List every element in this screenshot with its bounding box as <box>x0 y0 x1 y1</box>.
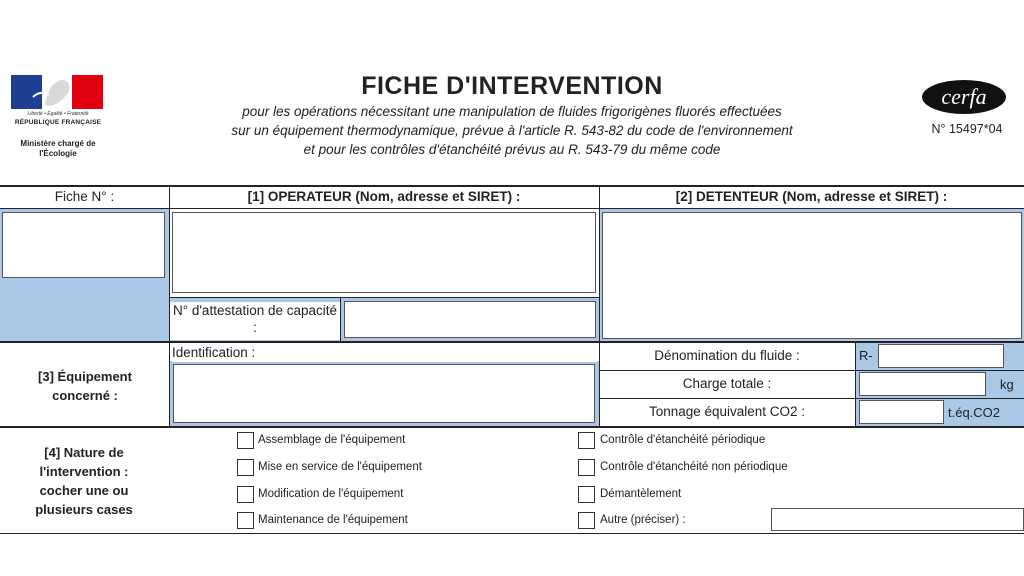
fluid-row-line <box>599 398 1024 399</box>
page-title: FICHE D'INTERVENTION <box>361 72 663 100</box>
co2-tonnage-label: Tonnage équivalent CO2 : <box>648 404 806 419</box>
total-charge-input[interactable] <box>859 372 986 396</box>
co2-tonnage-input[interactable] <box>859 400 944 424</box>
detenteur-input[interactable] <box>602 212 1022 339</box>
fluid-row-line <box>599 370 1024 371</box>
identification-input[interactable] <box>173 364 595 423</box>
attestation-label <box>170 302 340 340</box>
total-charge-label: Charge totale : <box>682 376 772 391</box>
subtitle-line: pour les opérations nécessitant une manipulation de fluides frigorigènes fluorés effectuées <box>242 104 782 119</box>
controle-periodique-checkbox[interactable] <box>578 432 595 449</box>
modification-checkbox[interactable] <box>237 486 254 503</box>
fluid-name-label: Dénomination du fluide : <box>654 348 800 363</box>
section-divider <box>0 426 1024 428</box>
assemblage-label: Assemblage de l'équipement <box>258 434 406 446</box>
modification-label: Modification de l'équipement <box>258 488 404 500</box>
subtitle-line: sur un équipement thermodynamique, prévue à l'article R. 543-82 du code de l'environnement <box>231 123 793 138</box>
identification-label: Identification : <box>172 345 597 362</box>
controle-periodique-label: Contrôle d'étanchéité périodique <box>600 434 766 446</box>
detenteur-header: [2] DETENTEUR (Nom, adresse et SIRET) : <box>675 189 948 204</box>
autre-checkbox[interactable] <box>578 512 595 529</box>
cerfa-logo-text: cerfa <box>941 84 987 109</box>
autre-label: Autre (préciser) : <box>600 514 686 526</box>
attestation-top-line <box>169 297 599 298</box>
controle-non-periodique-label: Contrôle d'étanchéité non périodique <box>600 461 788 473</box>
autre-input[interactable] <box>771 508 1024 531</box>
mise-en-service-checkbox[interactable] <box>237 459 254 476</box>
logo-republic: RÉPUBLIQUE FRANÇAISE <box>14 119 102 126</box>
page-subtitle <box>150 102 874 159</box>
fiche-number-label: Fiche N° : <box>54 189 115 204</box>
charge-unit: kg <box>1000 377 1014 392</box>
header-row-divider <box>0 208 1024 209</box>
maintenance-label: Maintenance de l'équipement <box>258 514 408 526</box>
cerfa-logo <box>921 79 1007 115</box>
fiche-number-input[interactable] <box>2 212 165 278</box>
attestation-label-text: N° d'attestation de capacité : <box>172 303 338 335</box>
demantelement-label: Démantèlement <box>600 488 682 500</box>
equipment-section-label: [3] Équipement concerné : <box>38 369 132 403</box>
maintenance-checkbox[interactable] <box>237 512 254 529</box>
controle-non-periodique-checkbox[interactable] <box>578 459 595 476</box>
form-top-border <box>0 185 1024 187</box>
fluid-column-line <box>855 342 856 427</box>
attestation-divider <box>340 297 341 341</box>
logo-motto: Liberté • Égalité • Fraternité <box>27 111 89 117</box>
attestation-input[interactable] <box>344 301 596 338</box>
operateur-input[interactable] <box>172 212 596 293</box>
fluid-name-input[interactable] <box>878 344 1004 368</box>
operateur-header: [1] OPERATEUR (Nom, adresse et SIRET) : <box>247 189 521 204</box>
subtitle-line: et pour les contrôles d'étanchéité prévus au R. 543-79 du même code <box>303 142 721 157</box>
assemblage-checkbox[interactable] <box>237 432 254 449</box>
cerfa-number: N° 15497*04 <box>931 122 1003 136</box>
marianne-flag-logo <box>11 75 103 109</box>
form-bottom-border <box>0 533 1024 534</box>
mise-en-service-label: Mise en service de l'équipement <box>258 461 422 473</box>
nature-section-label: [4] Nature de l'intervention : cocher une ou plusieurs cases <box>35 445 133 517</box>
tonnage-unit: t.éq.CO2 <box>948 405 1001 420</box>
ministry-label: Ministère chargé de l'Écologie <box>20 139 96 158</box>
section-divider <box>0 341 1024 343</box>
demantelement-checkbox[interactable] <box>578 486 595 503</box>
fluid-prefix: R- <box>859 348 873 363</box>
